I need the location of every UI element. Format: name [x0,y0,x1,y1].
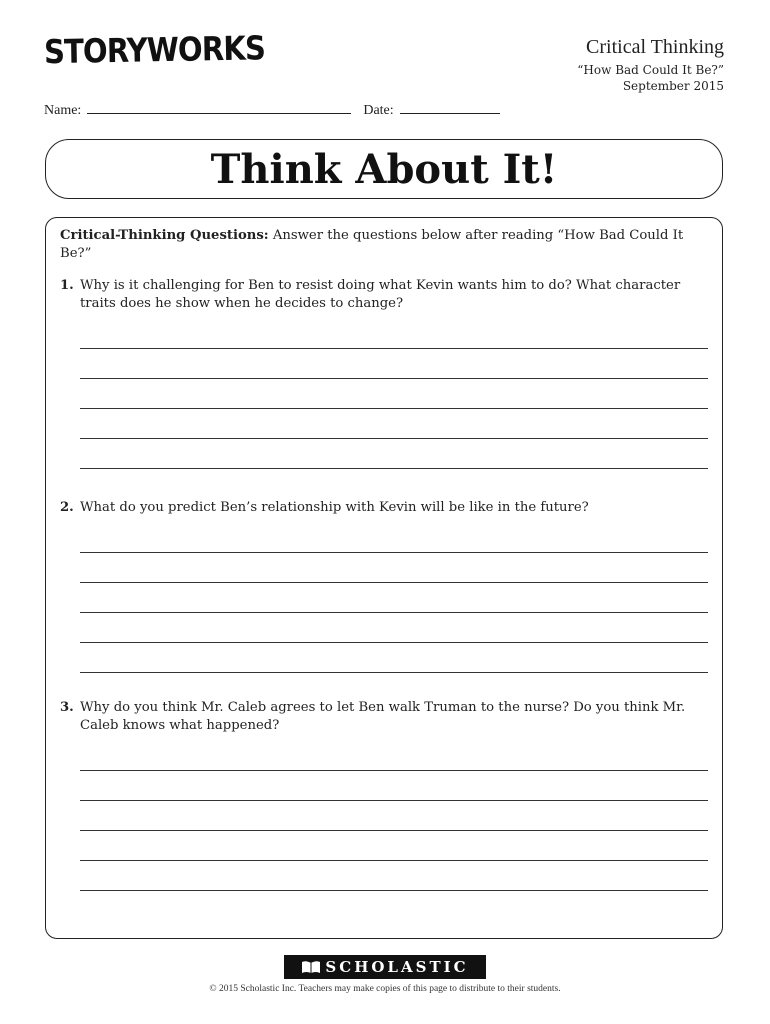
copyright-notice: © 2015 Scholastic Inc. Teachers may make copies of this page to distribute to their students. [209,984,561,994]
questions-panel [45,217,723,939]
question-text: What do you predict Ben’s relationship with Kevin will be like in the future? [80,500,589,515]
answer-line[interactable] [80,643,708,673]
instructions-text: Answer the questions below after reading “How Bad Could It Be?” [60,228,684,261]
answer-line[interactable] [80,831,708,861]
instructions [60,227,708,263]
date-label: Date: [363,103,394,118]
open-book-icon [301,960,321,974]
logo-text: STORYWORKS [43,28,266,72]
answer-line[interactable] [80,553,708,583]
scholastic-logo [284,955,486,979]
name-date-row [44,101,500,119]
question-number: 1. [60,278,74,293]
answer-line[interactable] [80,319,708,349]
answer-lines[interactable] [80,741,708,891]
answer-line[interactable] [80,771,708,801]
question-text: Why do you think Mr. Caleb agrees to let Ben walk Truman to the nurse? Do you think Mr. Caleb knows what happened? [80,700,686,733]
instructions-label: Critical-Thinking Questions: [60,228,269,243]
name-field[interactable] [87,101,351,114]
issue-date: September 2015 [622,79,724,93]
answer-line[interactable] [80,439,708,469]
question-text: Why is it challenging for Ben to resist doing what Kevin wants him to do? What character traits does he show when he decides to change? [80,278,681,311]
publisher-name: SCHOLASTIC [325,958,469,976]
question-2 [60,499,708,699]
answer-line[interactable] [80,741,708,771]
storyworks-logo [44,28,296,71]
answer-line[interactable] [80,349,708,379]
answer-lines[interactable] [80,523,708,673]
date-field[interactable] [400,101,500,114]
worksheet-type: Critical Thinking [586,36,724,58]
answer-line[interactable] [80,613,708,643]
answer-lines[interactable] [80,319,708,469]
title-banner [45,139,723,199]
worksheet-header [577,36,724,94]
question-number: 3. [60,700,74,715]
answer-line[interactable] [80,523,708,553]
answer-line[interactable] [80,583,708,613]
question-3 [60,699,708,891]
answer-line[interactable] [80,861,708,891]
answer-line[interactable] [80,379,708,409]
question-number: 2. [60,500,74,515]
answer-line[interactable] [80,409,708,439]
question-1 [60,277,708,499]
page-title: Think About It! [210,145,558,193]
story-title: “How Bad Could It Be?” [577,63,724,77]
name-label: Name: [44,103,82,118]
answer-line[interactable] [80,801,708,831]
